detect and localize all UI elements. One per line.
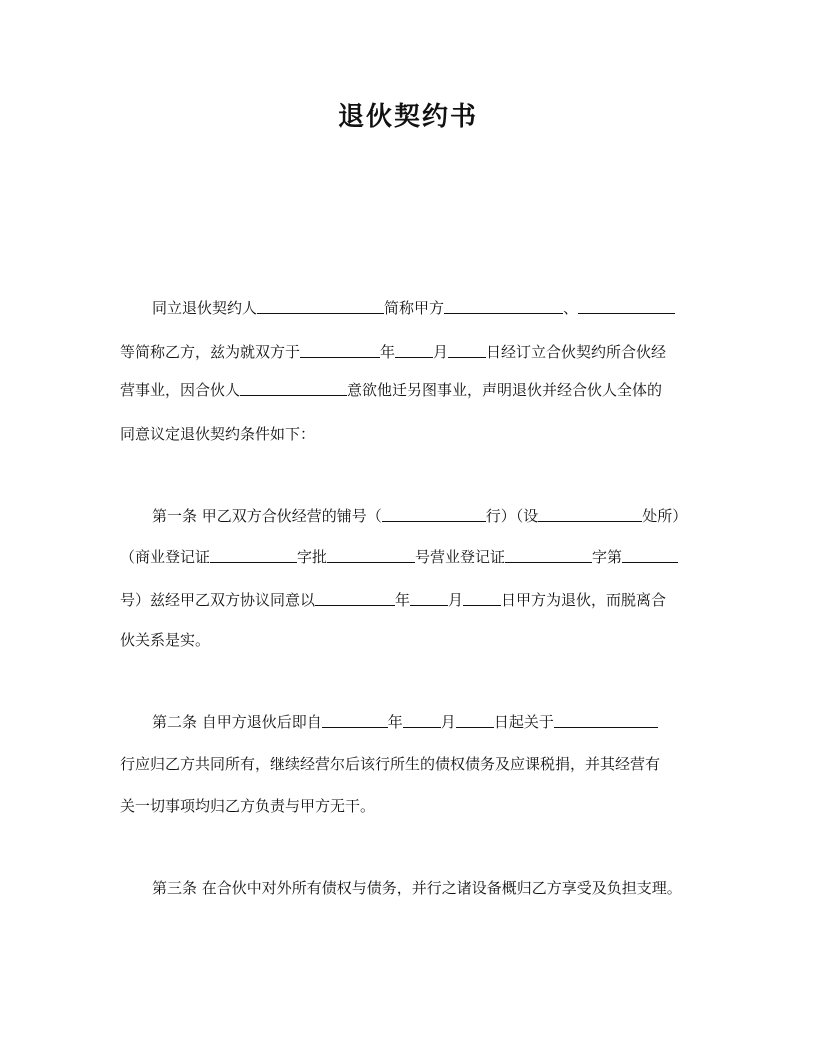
intro-line-4: 同意议定退伙契约条件如下： (120, 425, 316, 443)
text: 月 (433, 343, 449, 361)
text: 号营业登记证 (415, 548, 506, 566)
text: 月 (440, 713, 456, 731)
blank-field[interactable] (382, 506, 486, 522)
text: 日经订立合伙契约所合伙经 (486, 343, 667, 361)
text: 营事业，因合伙人 (120, 381, 241, 399)
blank-field[interactable] (240, 380, 347, 396)
article-3-line-1: 第三条 在合伙中对外所有债权与债务，并行之诸设备概归乙方享受及负担支理。 (152, 879, 682, 897)
blank-field[interactable] (210, 547, 297, 563)
article-1-line-2 (120, 546, 678, 568)
text: 月 (448, 591, 464, 609)
document-title: 退伙契约书 (337, 102, 478, 132)
blank-field[interactable] (554, 712, 658, 728)
text: 年 (395, 591, 411, 609)
blank-field[interactable] (327, 547, 415, 563)
blank-field[interactable] (257, 298, 384, 314)
blank-field[interactable] (448, 342, 486, 358)
text: 行）（设 (485, 507, 539, 525)
text: 同立退伙契约人 (152, 299, 258, 317)
article-1-line-3 (120, 589, 666, 611)
text: 年 (387, 713, 403, 731)
blank-field[interactable] (322, 712, 388, 728)
article-1-line-4: 伙关系是实。 (120, 631, 211, 649)
text: 、 (563, 299, 579, 317)
text: （商业登记证 (120, 548, 211, 566)
blank-field[interactable] (538, 506, 642, 522)
article-1-line-1 (152, 505, 687, 527)
blank-field[interactable] (315, 590, 395, 606)
blank-field[interactable] (505, 547, 592, 563)
text: 处所） (642, 507, 688, 525)
article-2-line-1 (152, 711, 658, 733)
blank-field[interactable] (622, 547, 678, 563)
blank-field[interactable] (463, 590, 501, 606)
intro-line-2 (120, 341, 666, 363)
text: 字第 (592, 548, 623, 566)
article-2-line-2: 行应归乙方共同所有，继续经营尔后该行所生的债权债务及应课税捐，并其经营有 (120, 755, 661, 773)
text: 字批 (297, 548, 328, 566)
intro-line-3 (120, 379, 662, 401)
text: 日起关于 (493, 713, 554, 731)
text: 第二条 自甲方退伙后即自 (152, 713, 322, 731)
blank-field[interactable] (578, 298, 675, 314)
intro-line-1 (152, 297, 675, 319)
blank-field[interactable] (403, 712, 441, 728)
text: 日甲方为退伙，而脱离合 (501, 591, 667, 609)
text: 年 (380, 343, 396, 361)
text: 号）兹经甲乙双方协议同意以 (120, 591, 316, 609)
text: 第一条 甲乙双方合伙经营的铺号（ (152, 507, 382, 525)
blank-field[interactable] (410, 590, 448, 606)
article-2-line-3: 关一切事项均归乙方负责与甲方无干。 (120, 797, 376, 815)
text: 等简称乙方，兹为就双方于 (120, 343, 301, 361)
text: 简称甲方 (384, 299, 445, 317)
blank-field[interactable] (456, 712, 494, 728)
text: 意欲他迁另图事业，声明退伙并经合伙人全体的 (347, 381, 663, 399)
blank-field[interactable] (300, 342, 380, 358)
blank-field[interactable] (395, 342, 433, 358)
blank-field[interactable] (444, 298, 563, 314)
